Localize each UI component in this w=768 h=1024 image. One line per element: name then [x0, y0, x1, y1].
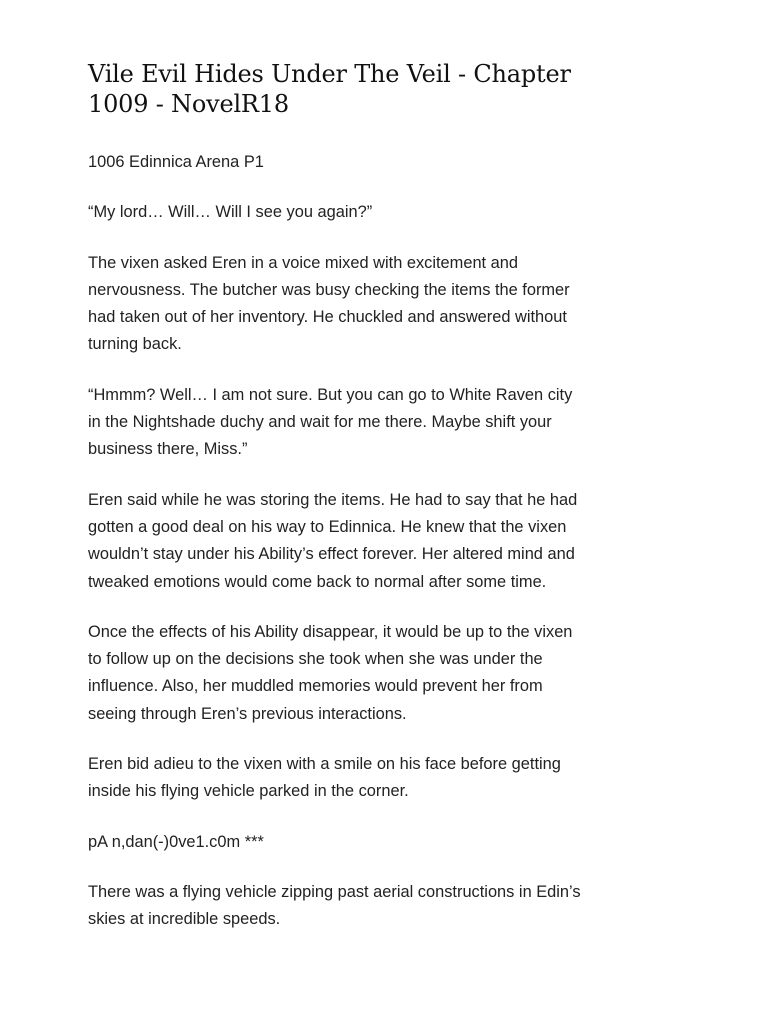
page-title: Vile Evil Hides Under The Veil - Chapter 1009 - NovelR18 [88, 60, 571, 118]
article-body [88, 149, 588, 934]
paragraph: “Hmmm? Well… I am not sure. But you can go to White Raven city in the Nightshade duchy and wait for me there. Maybe shift your business there, Miss.” [88, 385, 573, 459]
watermark-text: pA n,dan(-)0ve1.c0m *** [88, 832, 264, 851]
paragraph: Once the effects of his Ability disappear, it would be up to the vixen to follow up on the decisions she took when she was under the influence. Also, her muddled memories would prevent her from seeing through Eren’s previous interactions. [88, 622, 573, 723]
article [88, 0, 588, 957]
chapter-subtitle: 1006 Edinnica Arena P1 [88, 153, 264, 171]
paragraph: “My lord… Will… Will I see you again?” [88, 203, 373, 222]
paragraph: The vixen asked Eren in a voice mixed with excitement and nervousness. The butcher was busy checking the items the former had taken out of her inventory. He chuckled and answered without turning back. [88, 253, 570, 354]
paragraph: There was a flying vehicle zipping past aerial constructions in Edin’s skies at incredible speeds. [88, 882, 581, 929]
paragraph: Eren said while he was storing the items. He had to say that he had gotten a good deal on his way to Edinnica. He knew that the vixen wouldn’t stay under his Ability’s effect forever. Her altered mind and tweaked emotions would come back to normal after some time. [88, 490, 578, 591]
paragraph: Eren bid adieu to the vixen with a smile on his face before getting inside his flying vehicle parked in the corner. [88, 755, 561, 801]
